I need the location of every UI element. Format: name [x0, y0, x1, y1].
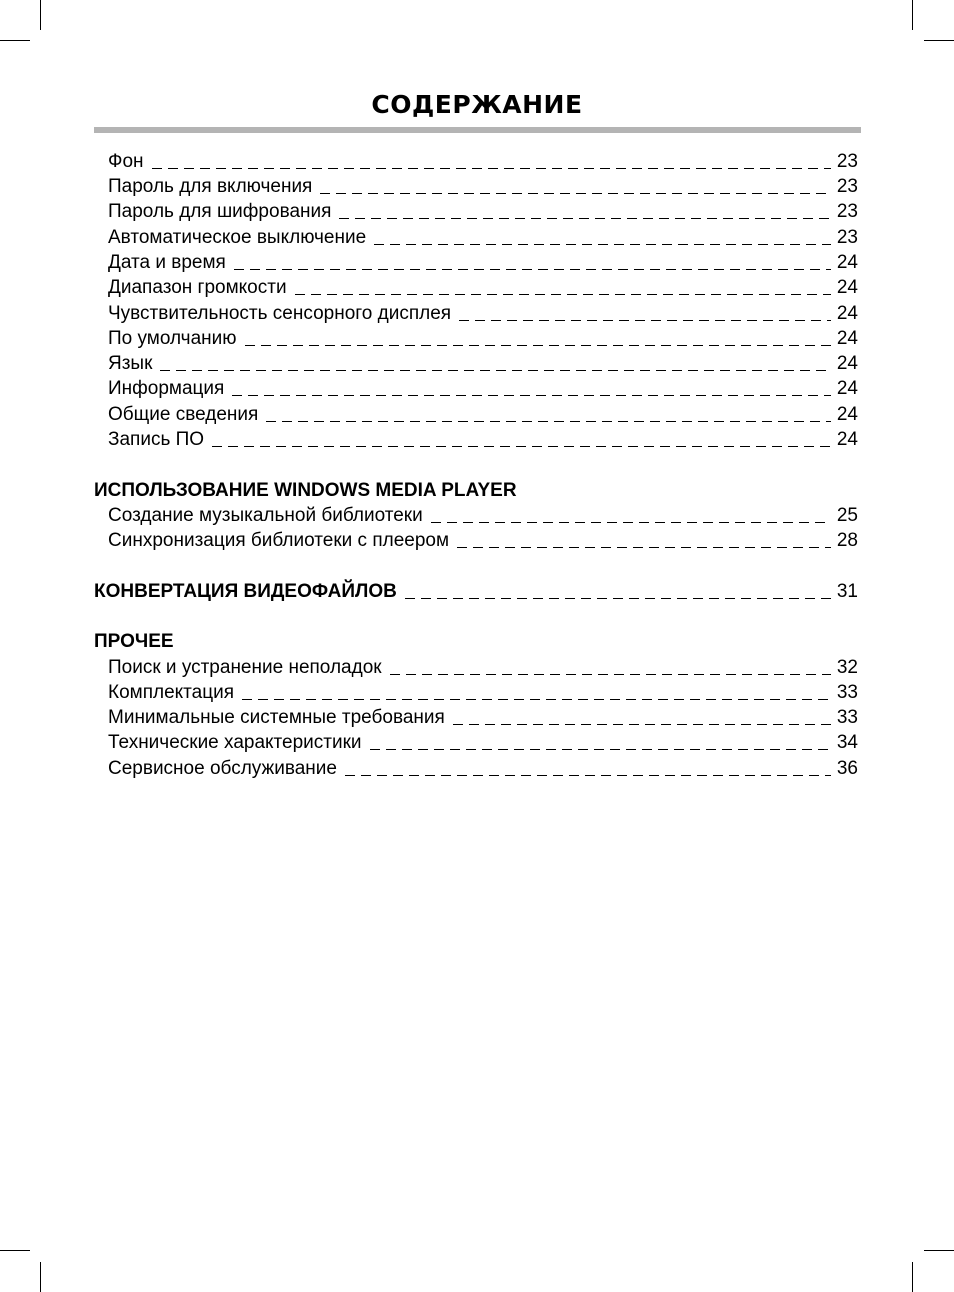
- toc-entry-page: 24: [836, 303, 858, 324]
- toc-entry-label: Запись ПО: [108, 429, 205, 450]
- dot-leader: [160, 370, 830, 371]
- dot-leader: [232, 395, 831, 396]
- toc-entry[interactable]: [108, 655, 858, 680]
- toc-entry-page: 32: [836, 657, 858, 678]
- dot-leader: [295, 294, 831, 295]
- section-heading-video[interactable]: [94, 579, 858, 604]
- toc-entry[interactable]: [108, 680, 858, 705]
- toc-entry-page: 24: [836, 353, 858, 374]
- section-heading-wmp[interactable]: ИСПОЛЬЗОВАНИЕ WINDOWS MEDIA PLAYER: [94, 480, 517, 501]
- toc-entry[interactable]: [108, 149, 858, 174]
- toc-entry[interactable]: [108, 402, 858, 427]
- toc-entry[interactable]: [108, 275, 858, 300]
- section-heading-other[interactable]: ПРОЧЕЕ: [94, 631, 174, 652]
- dot-leader: [320, 193, 831, 194]
- dot-leader: [266, 421, 831, 422]
- toc-entry-page: 25: [836, 505, 858, 526]
- toc-entry-label: Минимальные системные требования: [108, 707, 445, 728]
- toc-entry[interactable]: [108, 351, 858, 376]
- toc-entry-label: Дата и время: [108, 252, 226, 273]
- dot-leader: [457, 547, 831, 548]
- crop-mark: [924, 1250, 954, 1251]
- toc-entry-label: Общие сведения: [108, 404, 259, 425]
- dot-leader: [453, 724, 831, 725]
- toc-entry[interactable]: [108, 427, 858, 452]
- crop-mark: [912, 1262, 913, 1292]
- toc-entry-label: Синхронизация библиотеки с плеером: [108, 530, 450, 551]
- toc-entry-label: КОНВЕРТАЦИЯ ВИДЕОФАЙЛОВ: [94, 581, 397, 602]
- crop-mark: [912, 0, 913, 30]
- toc-entry[interactable]: [108, 199, 858, 224]
- toc-entry-page: 24: [836, 404, 858, 425]
- toc-entry-page: 24: [836, 429, 858, 450]
- toc-entry-label: Фон: [108, 151, 144, 172]
- toc-entry-label: Пароль для шифрования: [108, 201, 332, 222]
- toc-entry-page: 34: [836, 732, 858, 753]
- toc-entry-page: 31: [836, 581, 858, 602]
- toc-entry-page: 24: [836, 277, 858, 298]
- dot-leader: [242, 699, 831, 700]
- toc-entry[interactable]: [108, 503, 858, 528]
- dot-leader: [370, 749, 831, 750]
- toc-entry[interactable]: [108, 376, 858, 401]
- crop-mark: [924, 40, 954, 41]
- toc-entry-label: Автоматическое выключение: [108, 227, 367, 248]
- dot-leader: [405, 598, 831, 599]
- toc-entry-label: Пароль для включения: [108, 176, 313, 197]
- toc-entry-page: 36: [836, 758, 858, 779]
- crop-mark: [0, 1250, 30, 1251]
- toc-entry-page: 24: [836, 252, 858, 273]
- dot-leader: [339, 218, 830, 219]
- toc-entry[interactable]: [108, 528, 858, 553]
- toc-entry-page: 23: [836, 227, 858, 248]
- toc-entry-page: 33: [836, 707, 858, 728]
- toc-entry[interactable]: [108, 301, 858, 326]
- dot-leader: [431, 522, 831, 523]
- toc-entry[interactable]: [108, 250, 858, 275]
- toc-entry-page: 23: [836, 151, 858, 172]
- toc-entry-page: 23: [836, 176, 858, 197]
- toc-entry-label: По умолчанию: [108, 328, 237, 349]
- crop-mark: [0, 40, 30, 41]
- page-title: СОДЕРЖАНИЕ: [371, 90, 583, 119]
- dot-leader: [245, 345, 831, 346]
- toc-entry-label: Комплектация: [108, 682, 235, 703]
- crop-mark: [40, 1262, 41, 1292]
- dot-leader: [212, 446, 831, 447]
- toc-entry-label: Чувствительность сенсорного дисплея: [108, 303, 452, 324]
- dot-leader: [459, 320, 831, 321]
- toc-entry-page: 24: [836, 378, 858, 399]
- dot-leader: [234, 269, 831, 270]
- toc-entry-page: 23: [836, 201, 858, 222]
- dot-leader: [374, 244, 831, 245]
- toc-entry[interactable]: [108, 730, 858, 755]
- toc-entry-page: 28: [836, 530, 858, 551]
- toc-entry[interactable]: [108, 326, 858, 351]
- toc-entry[interactable]: [108, 174, 858, 199]
- dot-leader: [345, 775, 831, 776]
- crop-mark: [40, 0, 41, 30]
- dot-leader: [152, 168, 831, 169]
- toc-entry-label: Поиск и устранение неполадок: [108, 657, 382, 678]
- toc-entry[interactable]: [108, 705, 858, 730]
- toc-entry-label: Создание музыкальной библиотеки: [108, 505, 423, 526]
- toc-entry[interactable]: [108, 225, 858, 250]
- toc-entry[interactable]: [108, 756, 858, 781]
- toc-entry-label: Сервисное обслуживание: [108, 758, 337, 779]
- toc-entry-page: 24: [836, 328, 858, 349]
- dot-leader: [390, 674, 831, 675]
- toc-entry-label: Язык: [108, 353, 153, 374]
- toc-entry-label: Технические характеристики: [108, 732, 362, 753]
- toc-entry-page: 33: [836, 682, 858, 703]
- toc-entry-label: Диапазон громкости: [108, 277, 287, 298]
- title-divider: [94, 127, 861, 133]
- toc-entry-label: Информация: [108, 378, 225, 399]
